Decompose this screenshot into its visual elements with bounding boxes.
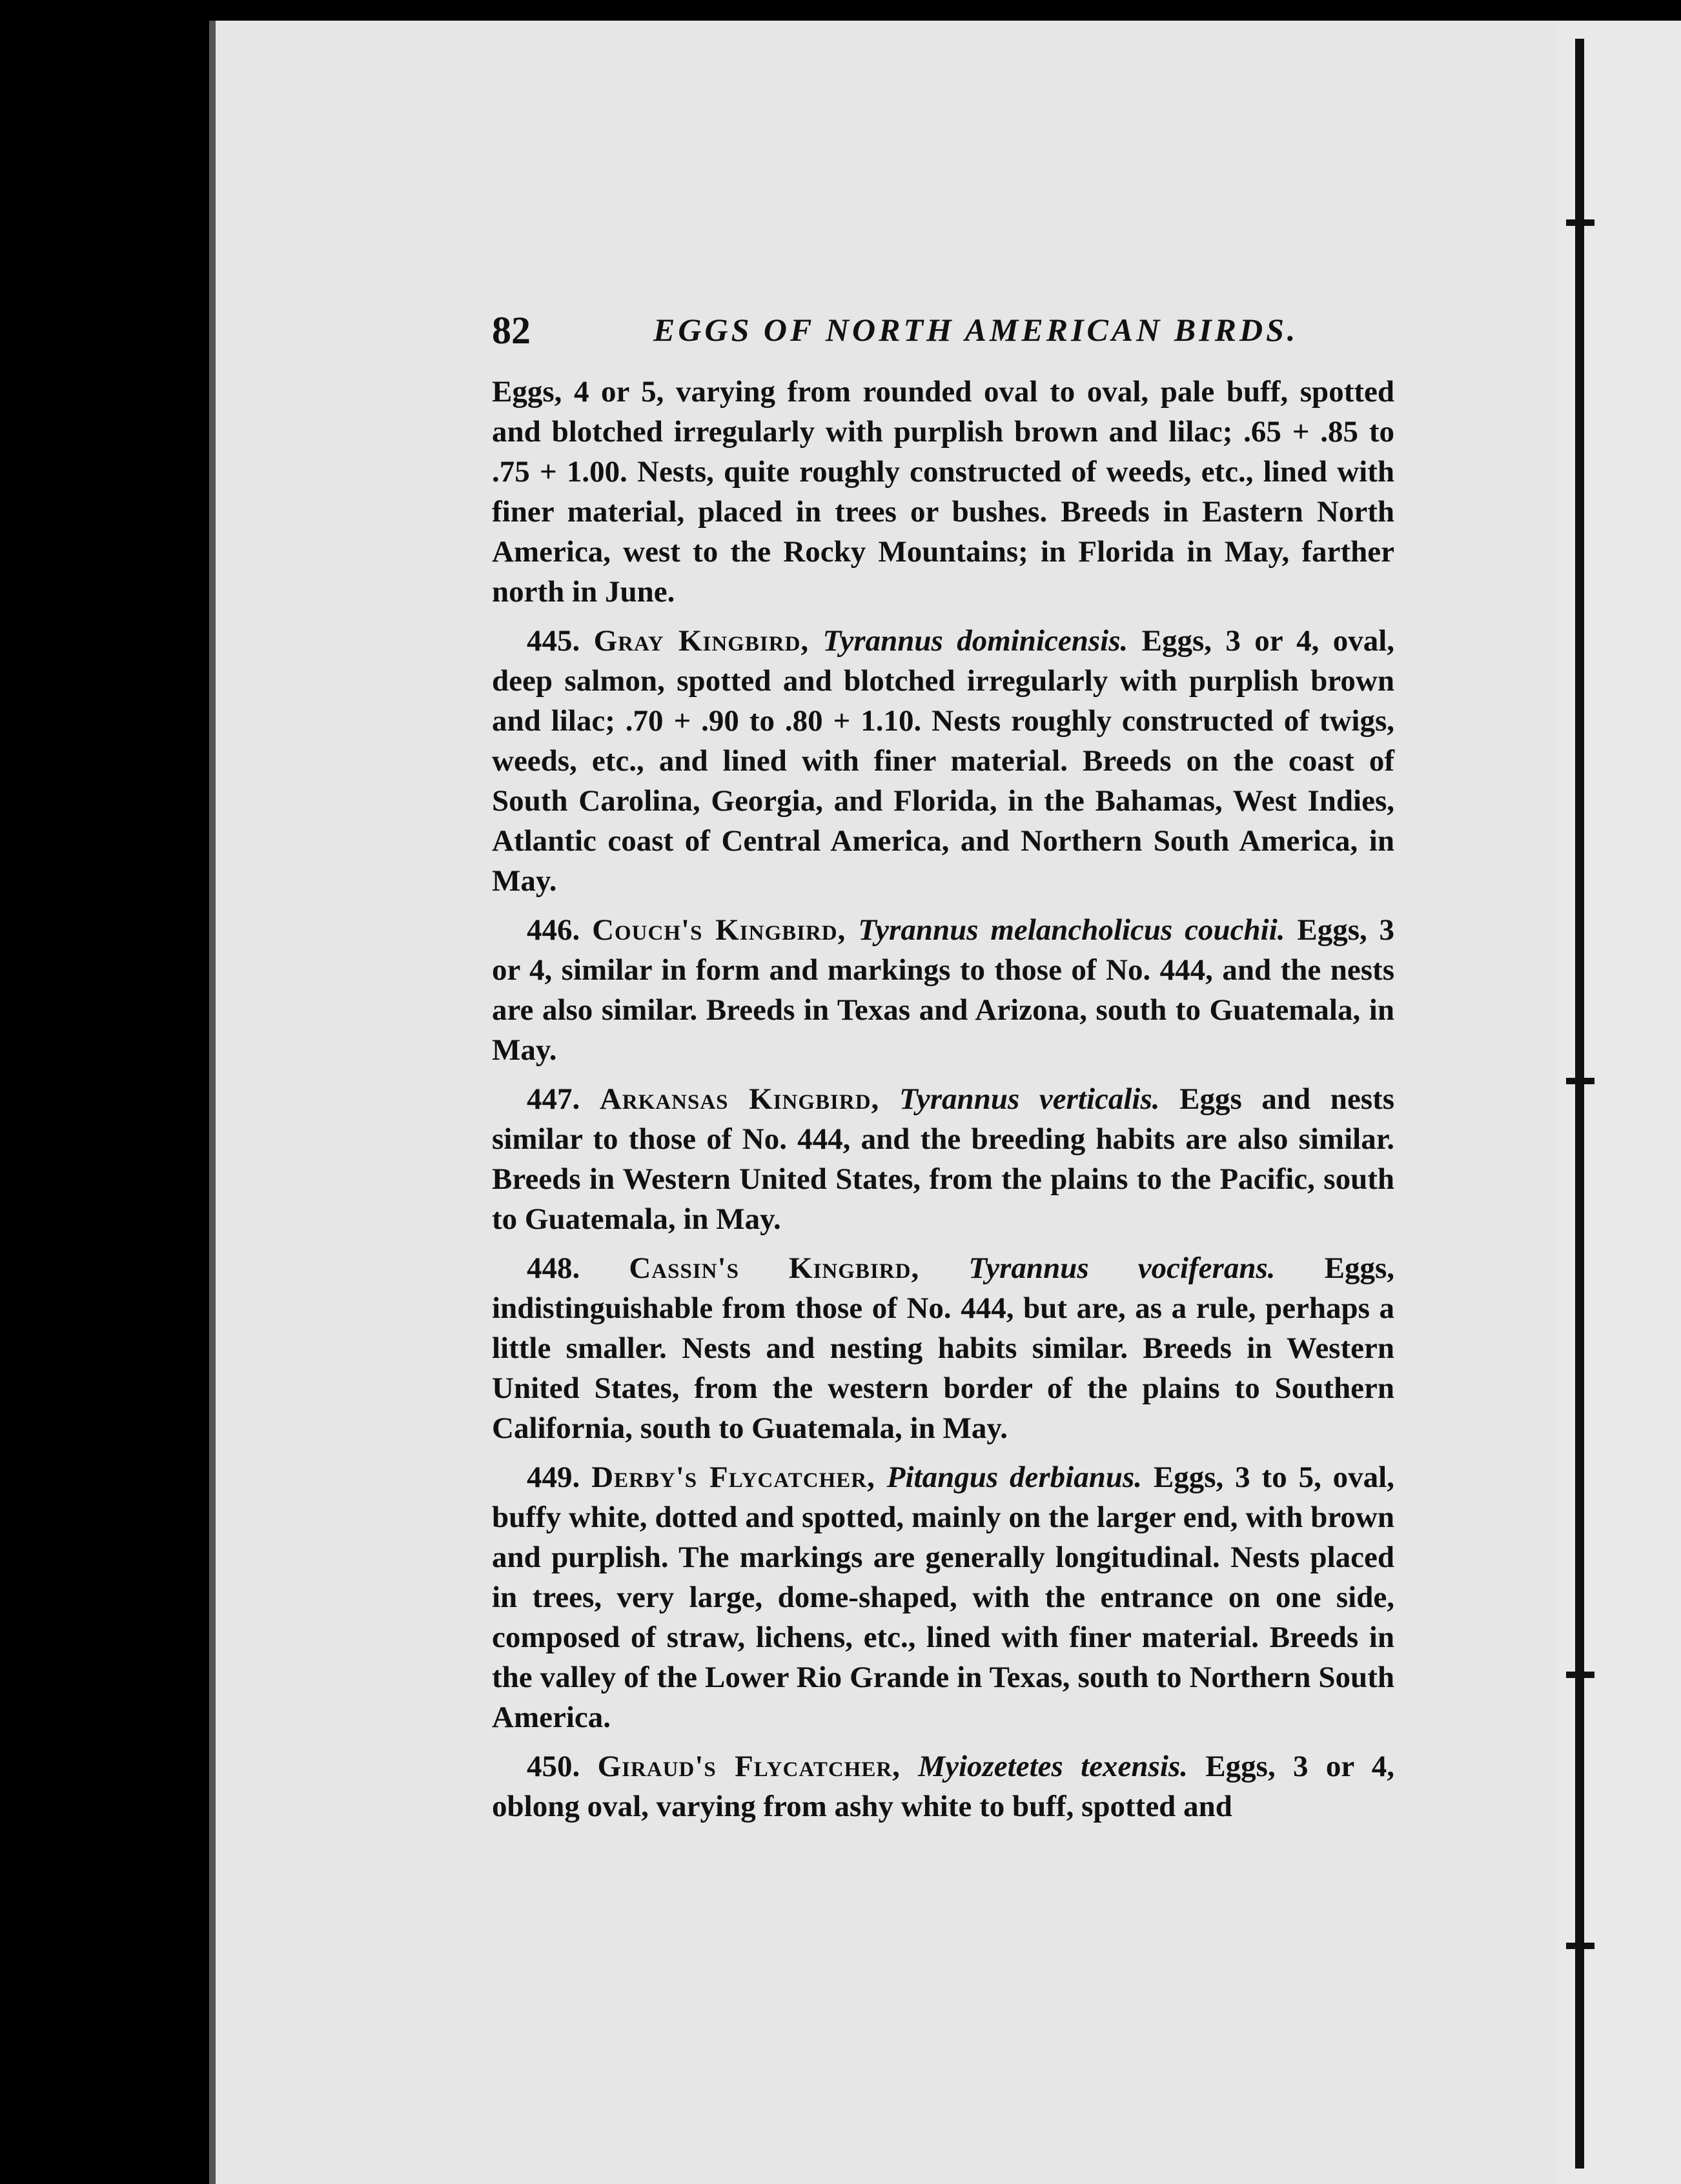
page-header: [492, 308, 1394, 360]
entry-number: 446.: [527, 913, 580, 947]
common-name: Gray Kingbird,: [593, 624, 810, 658]
common-name: Arkansas Kingbird,: [599, 1082, 880, 1116]
entry-text: Eggs, 3 to 5, oval, buffy white, dotted and spotted, mainly on the larger end, with brown and purplish. The markings are generally longitudinal. Nests placed in trees, very large, dome-shaped, with the entrance on one side, composed of straw, lichens, etc., lined with finer material. Breeds in the valley of the Lower Rio Grande in Texas, south to Northern South America.: [492, 1461, 1394, 1734]
entry-text: Eggs, 3 or 4, oval, deep salmon, spotted and blotched irregularly with purplish brown and lilac; .70 + .90 to .80 + 1.10. Nests roughly constructed of twigs, weeds, etc., and lined with finer material. Breeds on the coast of South Carolina, Georgia, and Florida, in the Bahamas, West Indies, Atlantic coast of Central America, and Northern South America, in May.: [492, 624, 1395, 898]
page-number: 82: [492, 309, 531, 352]
binding-stitch: [1566, 219, 1594, 226]
latin-name: Tyrannus verticalis.: [899, 1082, 1160, 1116]
entry-number: 449.: [527, 1461, 580, 1494]
entry-text: Eggs, 4 or 5, varying from rounded oval to oval, pale buff, spotted and blotched irregularly with purplish brown and lilac; .65 + .85 to .75 + 1.00. Nests, quite roughly constructed of weeds, etc., lined with finer material, placed in trees or bushes. Breeds in Eastern North America, west to the Rocky Mountains; in Florida in May, farther north in June.: [492, 375, 1394, 609]
binding-stitch: [1566, 1078, 1594, 1084]
latin-name: Pitangus derbianus.: [886, 1461, 1143, 1494]
common-name: Cassin's Kingbird,: [629, 1251, 920, 1285]
entry-449: [492, 1457, 1394, 1737]
latin-name: Tyrannus dominicensis.: [822, 624, 1128, 658]
entry-number: 448.: [527, 1251, 580, 1285]
entry-text: Eggs and nests similar to those of No. 444, and the breeding habits are also similar. Breeds in Western United States, from the plains to the Pacific, south to Guatemala, in May.: [492, 1082, 1395, 1236]
entry-text: Eggs, indistinguishable from those of No. 444, but are, as a rule, perhaps a little smaller. Nests and nesting habits similar. Breeds in Western United States, from the western border of the plains to Southern California, south to Guatemala, in May.: [492, 1251, 1395, 1445]
running-head: EGGS OF NORTH AMERICAN BIRDS.: [653, 312, 1299, 348]
entry-448: [492, 1248, 1394, 1448]
entry-number: 445.: [527, 624, 580, 658]
entry-text: Eggs, 3 or 4, oblong oval, varying from ashy white to buff, spotted and: [492, 1750, 1395, 1823]
entry-number: 447.: [527, 1082, 580, 1116]
continuation-paragraph: [492, 372, 1394, 612]
entry-445: [492, 621, 1394, 901]
binding-gutter: [1575, 39, 1584, 2169]
latin-name: Tyrannus vociferans.: [968, 1251, 1276, 1285]
common-name: Giraud's Flycatcher,: [597, 1750, 901, 1783]
binding-stitch: [1566, 1672, 1594, 1678]
latin-name: Tyrannus melancholicus couchii.: [858, 913, 1285, 947]
latin-name: Myiozetetes texensis.: [918, 1750, 1188, 1783]
common-name: Derby's Flycatcher,: [591, 1461, 875, 1494]
common-name: Couch's Kingbird,: [592, 913, 846, 947]
body-text: [492, 372, 1394, 1835]
page-edge-shadow: [209, 21, 216, 2184]
entry-text: Eggs, 3 or 4, similar in form and markings to those of No. 444, and the nests are also similar. Breeds in Texas and Arizona, south to Guatemala, in May.: [492, 913, 1395, 1067]
entry-446: [492, 910, 1394, 1070]
entry-447: [492, 1079, 1394, 1239]
entry-450: [492, 1746, 1394, 1826]
binding-stitch: [1566, 1943, 1594, 1949]
entry-number: 450.: [527, 1750, 580, 1783]
